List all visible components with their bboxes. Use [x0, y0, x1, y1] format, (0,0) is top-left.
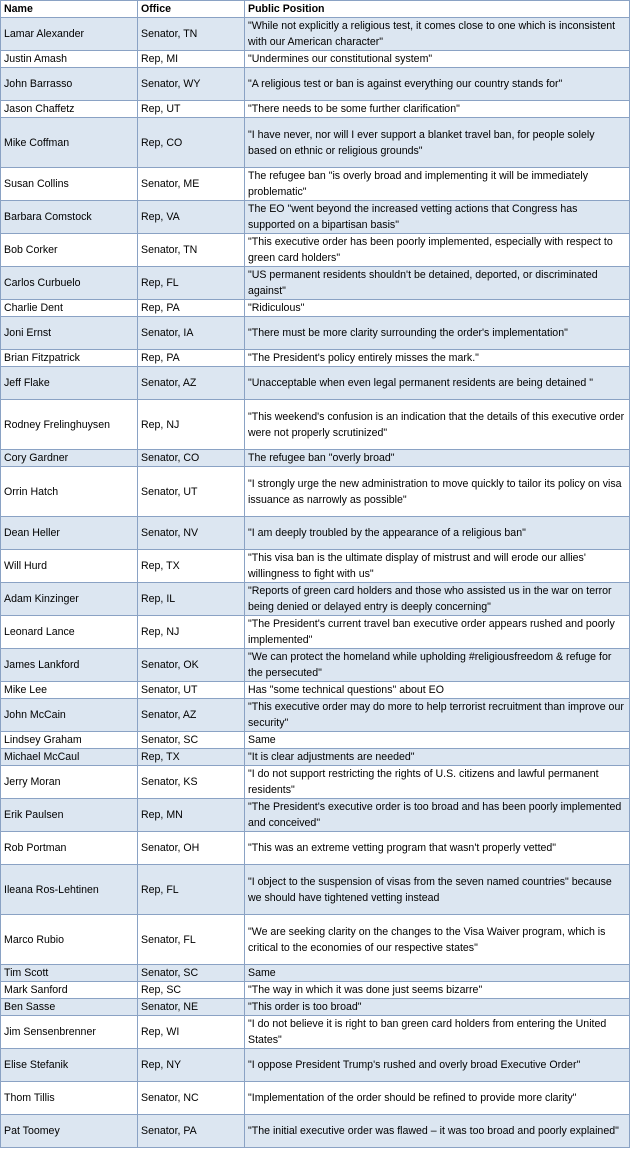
name-cell: Thom Tillis [1, 1082, 138, 1115]
name-cell: Bob Corker [1, 234, 138, 267]
office-column-header: Office [138, 1, 245, 18]
office-cell: Rep, SC [138, 982, 245, 999]
position-cell: "We are seeking clarity on the changes to the Visa Waiver program, which is critical to the economies of our respective states" [245, 915, 630, 965]
position-cell: "US permanent residents shouldn't be detained, deported, or discriminated against" [245, 267, 630, 300]
office-cell: Senator, SC [138, 732, 245, 749]
name-cell: Joni Ernst [1, 317, 138, 350]
position-cell: "I strongly urge the new administration to move quickly to tailor its policy on visa issuance as narrowly as possible" [245, 467, 630, 517]
office-cell: Senator, KS [138, 766, 245, 799]
name-cell: Ileana Ros-Lehtinen [1, 865, 138, 915]
office-cell: Rep, TX [138, 749, 245, 766]
table-row [1, 51, 630, 68]
office-cell: Senator, CO [138, 450, 245, 467]
position-cell: "There must be more clarity surrounding the order's implementation" [245, 317, 630, 350]
table-row [1, 616, 630, 649]
name-column-header: Name [1, 1, 138, 18]
position-cell: "There needs to be some further clarification" [245, 101, 630, 118]
name-cell: Lamar Alexander [1, 18, 138, 51]
office-cell: Rep, NY [138, 1049, 245, 1082]
position-cell: "The initial executive order was flawed – it was too broad and poorly explained" [245, 1115, 630, 1148]
table-row [1, 201, 630, 234]
name-cell: Leonard Lance [1, 616, 138, 649]
position-cell: "This weekend's confusion is an indication that the details of this executive order were not properly scrutinized" [245, 400, 630, 450]
table-row [1, 583, 630, 616]
name-cell: Elise Stefanik [1, 1049, 138, 1082]
header-row [1, 1, 630, 18]
office-cell: Rep, MN [138, 799, 245, 832]
name-cell: Pat Toomey [1, 1115, 138, 1148]
position-cell: Same [245, 965, 630, 982]
name-cell: Brian Fitzpatrick [1, 350, 138, 367]
office-cell: Rep, UT [138, 101, 245, 118]
table-row [1, 1115, 630, 1148]
table-row [1, 999, 630, 1016]
position-cell: "This visa ban is the ultimate display of mistrust and will erode our allies' willingness to fight with us" [245, 550, 630, 583]
table-row [1, 168, 630, 201]
position-cell: "We can protect the homeland while upholding #religiousfreedom & refuge for the persecuted" [245, 649, 630, 682]
office-cell: Senator, OH [138, 832, 245, 865]
name-cell: Jerry Moran [1, 766, 138, 799]
office-cell: Rep, PA [138, 300, 245, 317]
office-cell: Rep, MI [138, 51, 245, 68]
office-cell: Senator, AZ [138, 367, 245, 400]
office-cell: Senator, OK [138, 649, 245, 682]
table-row [1, 467, 630, 517]
office-cell: Senator, NC [138, 1082, 245, 1115]
name-cell: Tim Scott [1, 965, 138, 982]
table-row [1, 799, 630, 832]
table-row [1, 982, 630, 999]
table-body [1, 18, 630, 1148]
office-cell: Rep, NJ [138, 400, 245, 450]
name-cell: John Barrasso [1, 68, 138, 101]
table-row [1, 766, 630, 799]
table-row [1, 749, 630, 766]
table-row [1, 267, 630, 300]
position-cell: The EO "went beyond the increased vetting actions that Congress has supported on a bipartisan basis" [245, 201, 630, 234]
position-cell: "Unacceptable when even legal permanent residents are being detained " [245, 367, 630, 400]
table-row [1, 699, 630, 732]
position-cell: "This executive order may do more to help terrorist recruitment than improve our security" [245, 699, 630, 732]
position-cell: "Implementation of the order should be refined to provide more clarity" [245, 1082, 630, 1115]
table-row [1, 18, 630, 51]
office-cell: Rep, VA [138, 201, 245, 234]
table-row [1, 367, 630, 400]
office-cell: Rep, CO [138, 118, 245, 168]
position-cell: "I object to the suspension of visas from the seven named countries" because we should have tightened vetting instead [245, 865, 630, 915]
office-cell: Rep, WI [138, 1016, 245, 1049]
name-cell: Ben Sasse [1, 999, 138, 1016]
name-cell: Carlos Curbuelo [1, 267, 138, 300]
name-cell: Jeff Flake [1, 367, 138, 400]
table-row [1, 649, 630, 682]
position-cell: "The way in which it was done just seems bizarre" [245, 982, 630, 999]
name-cell: Jason Chaffetz [1, 101, 138, 118]
name-cell: Mark Sanford [1, 982, 138, 999]
position-cell: "A religious test or ban is against everything our country stands for" [245, 68, 630, 101]
office-cell: Senator, AZ [138, 699, 245, 732]
position-cell: "The President's executive order is too broad and has been poorly implemented and conceived" [245, 799, 630, 832]
table-row [1, 517, 630, 550]
table-row [1, 350, 630, 367]
table-row [1, 234, 630, 267]
position-cell: "I oppose President Trump's rushed and overly broad Executive Order" [245, 1049, 630, 1082]
position-cell: "I do not support restricting the rights of U.S. citizens and lawful permanent residents" [245, 766, 630, 799]
position-column-header: Public Position [245, 1, 630, 18]
position-cell: "The President's current travel ban executive order appears rushed and poorly implemented" [245, 616, 630, 649]
office-cell: Senator, UT [138, 682, 245, 699]
table-row [1, 865, 630, 915]
name-cell: James Lankford [1, 649, 138, 682]
position-cell: "Ridiculous" [245, 300, 630, 317]
table-row [1, 450, 630, 467]
office-cell: Senator, ME [138, 168, 245, 201]
office-cell: Senator, WY [138, 68, 245, 101]
table-row [1, 1016, 630, 1049]
position-cell: "I do not believe it is right to ban green card holders from entering the United States" [245, 1016, 630, 1049]
office-cell: Rep, IL [138, 583, 245, 616]
name-cell: John McCain [1, 699, 138, 732]
position-cell: "I am deeply troubled by the appearance of a religious ban" [245, 517, 630, 550]
office-cell: Senator, NE [138, 999, 245, 1016]
name-cell: Rodney Frelinghuysen [1, 400, 138, 450]
position-cell: "This was an extreme vetting program that wasn't properly vetted" [245, 832, 630, 865]
name-cell: Jim Sensenbrenner [1, 1016, 138, 1049]
position-cell: The refugee ban "overly broad" [245, 450, 630, 467]
office-cell: Senator, FL [138, 915, 245, 965]
table-row [1, 1082, 630, 1115]
table-row [1, 915, 630, 965]
table-row [1, 1049, 630, 1082]
name-cell: Rob Portman [1, 832, 138, 865]
position-cell: "While not explicitly a religious test, it comes close to one which is inconsistent with our American character" [245, 18, 630, 51]
name-cell: Mike Lee [1, 682, 138, 699]
office-cell: Rep, PA [138, 350, 245, 367]
name-cell: Erik Paulsen [1, 799, 138, 832]
office-cell: Rep, FL [138, 865, 245, 915]
position-cell: "Reports of green card holders and those who assisted us in the war on terror being denied or delayed entry is deeply concerning" [245, 583, 630, 616]
office-cell: Senator, IA [138, 317, 245, 350]
table-row [1, 732, 630, 749]
position-cell: "Undermines our constitutional system" [245, 51, 630, 68]
position-cell: "This order is too broad" [245, 999, 630, 1016]
name-cell: Cory Gardner [1, 450, 138, 467]
name-cell: Susan Collins [1, 168, 138, 201]
table-row [1, 400, 630, 450]
table-row [1, 68, 630, 101]
position-cell: "I have never, nor will I ever support a blanket travel ban, for people solely based on ethnic or religious grounds" [245, 118, 630, 168]
name-cell: Justin Amash [1, 51, 138, 68]
name-cell: Adam Kinzinger [1, 583, 138, 616]
table-row [1, 550, 630, 583]
table-row [1, 118, 630, 168]
office-cell: Rep, NJ [138, 616, 245, 649]
office-cell: Rep, FL [138, 267, 245, 300]
office-cell: Senator, PA [138, 1115, 245, 1148]
position-cell: Has "some technical questions" about EO [245, 682, 630, 699]
office-cell: Senator, TN [138, 234, 245, 267]
position-cell: Same [245, 732, 630, 749]
table-row [1, 300, 630, 317]
name-cell: Will Hurd [1, 550, 138, 583]
name-cell: Mike Coffman [1, 118, 138, 168]
position-cell: "This executive order has been poorly implemented, especially with respect to green card holders" [245, 234, 630, 267]
name-cell: Lindsey Graham [1, 732, 138, 749]
name-cell: Marco Rubio [1, 915, 138, 965]
office-cell: Senator, SC [138, 965, 245, 982]
table-row [1, 965, 630, 982]
name-cell: Orrin Hatch [1, 467, 138, 517]
position-cell: "It is clear adjustments are needed" [245, 749, 630, 766]
name-cell: Barbara Comstock [1, 201, 138, 234]
table-row [1, 682, 630, 699]
name-cell: Michael McCaul [1, 749, 138, 766]
name-cell: Charlie Dent [1, 300, 138, 317]
office-cell: Senator, UT [138, 467, 245, 517]
table-row [1, 832, 630, 865]
position-cell: The refugee ban "is overly broad and implementing it will be immediately problematic" [245, 168, 630, 201]
office-cell: Senator, NV [138, 517, 245, 550]
table-row [1, 317, 630, 350]
table-row [1, 101, 630, 118]
office-cell: Rep, TX [138, 550, 245, 583]
office-cell: Senator, TN [138, 18, 245, 51]
name-cell: Dean Heller [1, 517, 138, 550]
position-cell: "The President's policy entirely misses the mark." [245, 350, 630, 367]
